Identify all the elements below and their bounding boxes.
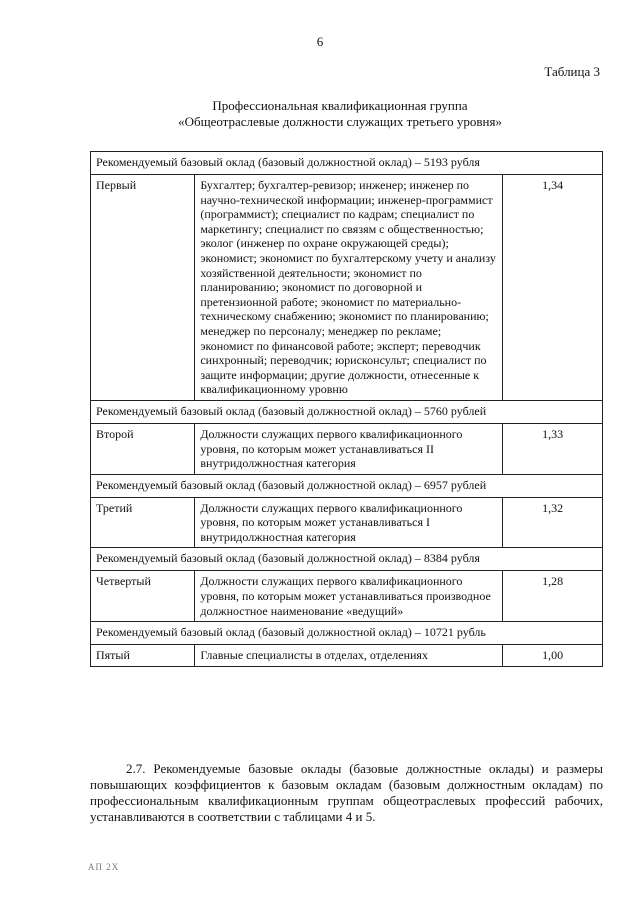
- recommended-salary: Рекомендуемый базовый оклад (базовый должностной оклад) – 10721 рубль: [91, 622, 603, 645]
- positions-list: Должности служащих первого квалификационного уровня, по которым может устанавливаться I внутридолжностная категория: [195, 497, 503, 548]
- paragraph-2-7: 2.7. Рекомендуемые базовые оклады (базовые должностные оклады) и размеры повышающих коэффициентов к базовым окладам (базовым должностным окладам) по профессиональным квалификационным группам общеотраслевых профессий рабочих, устанавливаются в соответствии с таблицами 4 и 5.: [90, 761, 603, 824]
- coefficient: 1,34: [503, 175, 603, 401]
- table-label: Таблица 3: [544, 64, 600, 79]
- recommended-salary: Рекомендуемый базовый оклад (базовый должностной оклад) – 5760 рублей: [91, 400, 603, 423]
- table-row: [91, 175, 603, 401]
- recommended-row: [91, 474, 603, 497]
- positions-list: Должности служащих первого квалификационного уровня, по которым может устанавливаться производное должностное наименование «ведущий»: [195, 571, 503, 622]
- qualification-level: Первый: [91, 175, 195, 401]
- positions-list: Бухгалтер; бухгалтер-ревизор; инженер; инженер по научно-технической информации; инженер-программист (программист); специалист по кадрам; специалист по маркетингу; специалист по связям с общественностью; эколог (инженер по охране окружающей среды); экономист; экономист по бухгалтерскому учету и анализу хозяйственной деятельности; экономист по планированию; экономист по договорной и претензионной работе; экономист по материально-техническому снабжению; экономист по планированию; менеджер по персоналу; менеджер по рекламе; экономист по финансовой работе; эксперт; переводчик синхронный; переводчик; юрисконсульт; специалист по защите информации; другие должности, отнесенные к квалификационному уровню: [195, 175, 503, 401]
- title-line-2: «Общеотраслевые должности служащих третьего уровня»: [178, 114, 502, 129]
- recommended-salary: Рекомендуемый базовый оклад (базовый должностной оклад) – 6957 рублей: [91, 474, 603, 497]
- coefficient: 1,32: [503, 497, 603, 548]
- qualification-level: Четвертый: [91, 571, 195, 622]
- coefficient: 1,28: [503, 571, 603, 622]
- page-number: 6: [316, 34, 324, 49]
- salary-table: [90, 151, 603, 667]
- coefficient: 1,33: [503, 423, 603, 474]
- recommended-row: [91, 152, 603, 175]
- qualification-level: Третий: [91, 497, 195, 548]
- coefficient: 1,00: [503, 645, 603, 667]
- recommended-salary: Рекомендуемый базовый оклад (базовый должностной оклад) – 8384 рубля: [91, 548, 603, 571]
- table-row: [91, 571, 603, 622]
- table-row: [91, 423, 603, 474]
- footer-mark: АП 2Х: [88, 862, 120, 872]
- table-title: [40, 98, 640, 130]
- table-row: [91, 645, 603, 667]
- recommended-row: [91, 548, 603, 571]
- qualification-level: Пятый: [91, 645, 195, 667]
- qualification-level: Второй: [91, 423, 195, 474]
- table-row: [91, 497, 603, 548]
- title-line-1: Профессиональная квалификационная группа: [212, 98, 468, 113]
- recommended-row: [91, 400, 603, 423]
- positions-list: Должности служащих первого квалификационного уровня, по которым может устанавливаться II внутридолжностная категория: [195, 423, 503, 474]
- recommended-row: [91, 622, 603, 645]
- recommended-salary: Рекомендуемый базовый оклад (базовый должностной оклад) – 5193 рубля: [91, 152, 603, 175]
- positions-list: Главные специалисты в отделах, отделениях: [195, 645, 503, 667]
